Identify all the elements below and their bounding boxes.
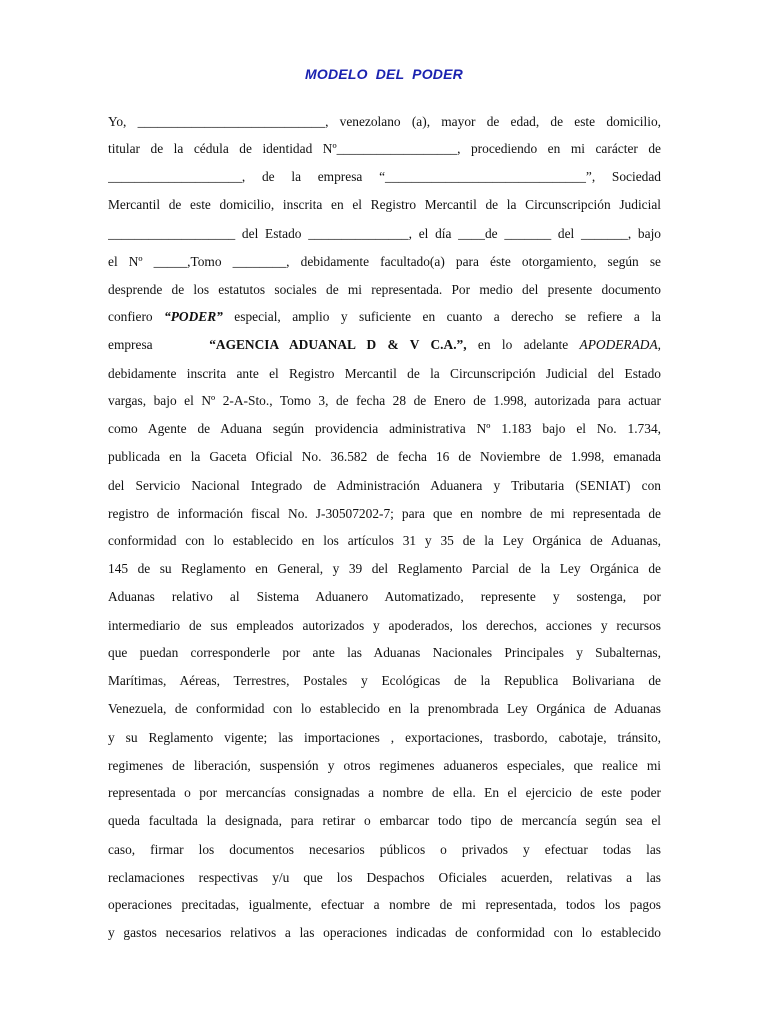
body-line: y su Reglamento vigente; las importaciones , exportaciones, trasbordo, cabotaje, tránsito, (108, 730, 661, 745)
body-line: del Servicio Nacional Integrado de Administración Aduanera y Tributaria (SENIAT) con (108, 478, 661, 493)
body-line: el Nº _____,Tomo ________, debidamente facultado(a) para éste otorgamiento, según se (108, 254, 661, 269)
body-line: Mercantil de este domicilio, inscrita en el Registro Mercantil de la Circunscripción Judicial (108, 197, 661, 212)
body-line: representada o por mercancías consignadas a nombre de ella. En el ejercicio de este poder (108, 785, 661, 800)
text-segment: especial, amplio y suficiente en cuanto a derecho se refiere a la (222, 309, 661, 324)
body-line: ____________________, de la empresa “______________________________”, Sociedad (108, 169, 661, 184)
body-line: como Agente de Aduana según providencia administrativa Nº 1.183 bajo el No. 1.734, (108, 421, 661, 436)
body-line: Aduanas relativo al Sistema Aduanero Automatizado, represente y sostenga, por (108, 589, 661, 604)
body-line: intermediario de sus empleados autorizados y apoderados, los derechos, acciones y recursos (108, 618, 661, 633)
body-line: queda facultada la designada, para retirar o embarcar todo tipo de mercancía según sea el (108, 813, 661, 828)
text-segment: confiero (108, 309, 165, 324)
body-line: Venezuela, de conformidad con lo establecido en la prenombrada Ley Orgánica de Aduanas (108, 701, 661, 716)
body-line: registro de información fiscal No. J-30507202-7; para que en nombre de mi representada de (108, 506, 661, 521)
body-line: ___________________ del Estado _______________, el día ____de _______ del _______, bajo (108, 226, 661, 241)
text-segment: empresa (108, 337, 210, 352)
body-line: titular de la cédula de identidad Nº__________________, procediendo en mi carácter de (108, 141, 661, 156)
body-line: Marítimas, Aéreas, Terrestres, Postales y Ecológicas de la Republica Bolivariana de (108, 673, 661, 688)
body-line: y gastos necesarios relativos a las operaciones indicadas de conformidad con lo establecido (108, 925, 661, 940)
body-line: regimenes de liberación, suspensión y otros regimenes aduaneros especiales, que realice mi (108, 758, 661, 773)
body-line-poder (108, 307, 661, 327)
body-line: operaciones precitadas, igualmente, efectuar a nombre de mi representada, todos los pagos (108, 897, 661, 912)
body-line: Yo, ____________________________, venezolano (a), mayor de edad, de este domicilio, (108, 114, 661, 129)
agency-name: “AGENCIA ADUANAL D & V C.A.”, (209, 337, 467, 352)
poder-emphasis: “PODER” (164, 309, 223, 324)
body-line: publicada en la Gaceta Oficial No. 36.582 de fecha 16 de Noviembre de 1.998, emanada (108, 449, 661, 464)
body-line: caso, firmar los documentos necesarios públicos o privados y efectuar todas las (108, 842, 661, 857)
body-line: reclamaciones respectivas y/u que los Despachos Oficiales acuerden, relativas a las (108, 870, 661, 885)
body-line: debidamente inscrita ante el Registro Mercantil de la Circunscripción Judicial del Estado (108, 366, 661, 381)
body-line: vargas, bajo el Nº 2-A-Sto., Tomo 3, de fecha 28 de Enero de 1.998, autorizada para actuar (108, 393, 661, 408)
body-line: desprende de los estatutos sociales de mi representada. Por medio del presente documento (108, 282, 661, 297)
body-line-agency (108, 335, 661, 355)
body-line: que puedan corresponderle por ante las Aduanas Nacionales Principales y Subalternas, (108, 645, 661, 660)
document-title: MODELO DEL PODER (305, 66, 463, 82)
text-segment: , (657, 337, 661, 352)
body-line: conformidad con lo establecido en los artículos 31 y 35 de la Ley Orgánica de Aduanas, (108, 533, 661, 548)
apoderada-term: APODERADA (579, 337, 658, 352)
text-segment: en lo adelante (466, 337, 580, 352)
body-line: 145 de su Reglamento en General, y 39 del Reglamento Parcial de la Ley Orgánica de (108, 561, 661, 576)
